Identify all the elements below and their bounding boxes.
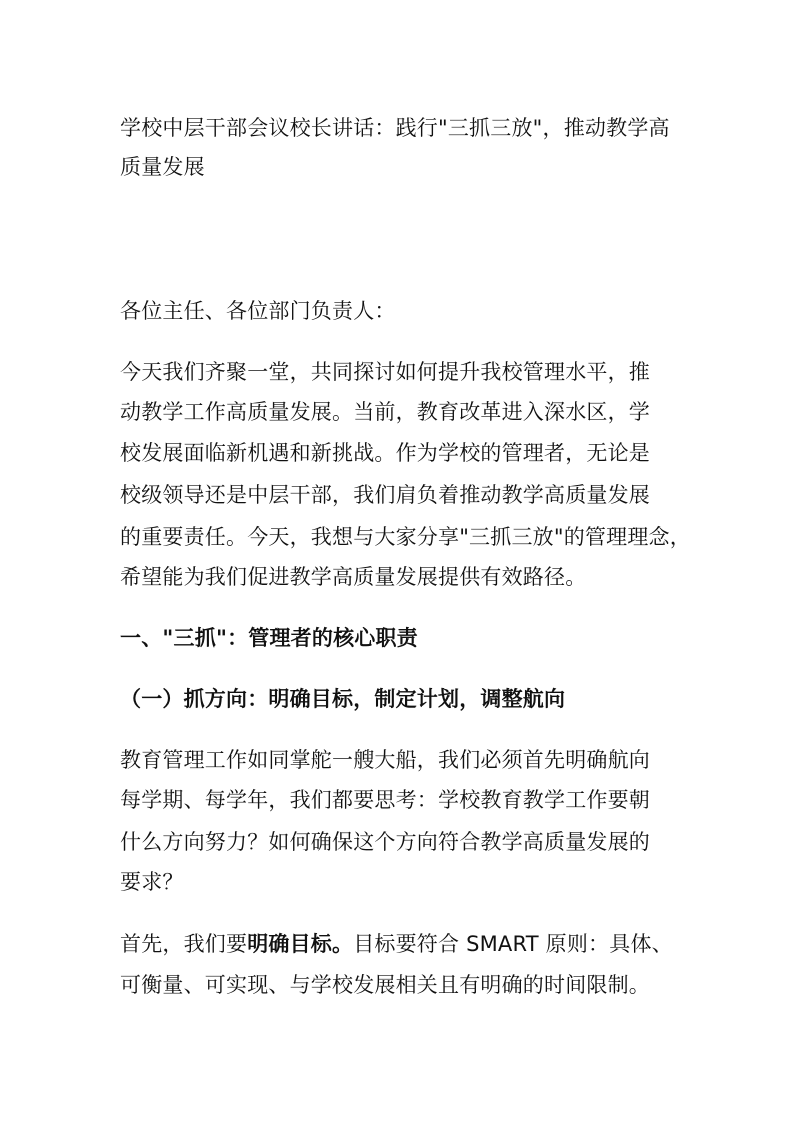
paragraph-line: 要求？ [120, 870, 184, 894]
paragraph-line: 可衡量、可实现、与学校发展相关且有明确的时间限制。 [120, 973, 650, 997]
salutation: 各位主任、各位部门负责人： [120, 299, 396, 323]
intro-line: 校级领导还是中层干部，我们肩负着推动教学高质量发展 [120, 483, 650, 507]
emphasis-text: 明确目标。 [247, 932, 354, 956]
intro-line: 动教学工作高质量发展。当前，教育改革进入深水区，学 [120, 400, 650, 424]
document-title-line-1: 学校中层干部会议校长讲话：践行"三抓三放"，推动教学高 [120, 116, 670, 140]
paragraph-line [120, 930, 673, 958]
text-run: 首先，我们要 [120, 932, 248, 956]
paragraph-line: 每学期、每学年，我们都要思考：学校教育教学工作要朝 [120, 788, 650, 812]
intro-line: 希望能为我们促进教学高质量发展提供有效路径。 [120, 565, 587, 589]
text-run: 目标要符合 SMART 原则：具体、 [353, 932, 673, 956]
paragraph-line: 什么方向努力？如何确保这个方向符合教学高质量发展的 [120, 830, 650, 854]
document-title-line-2: 质量发展 [120, 155, 205, 179]
intro-line: 校发展面临新机遇和新挑战。作为学校的管理者，无论是 [120, 441, 650, 465]
section-heading: 一、"三抓"：管理者的核心职责 [120, 626, 418, 650]
subsection-heading: （一）抓方向：明确目标，制定计划，调整航向 [120, 687, 566, 711]
intro-line: 的重要责任。今天，我想与大家分享"三抓三放"的管理理念， [120, 525, 691, 549]
paragraph-line: 教育管理工作如同掌舵一艘大船，我们必须首先明确航向 [120, 748, 650, 772]
intro-line: 今天我们齐聚一堂，共同探讨如何提升我校管理水平，推 [120, 360, 650, 384]
